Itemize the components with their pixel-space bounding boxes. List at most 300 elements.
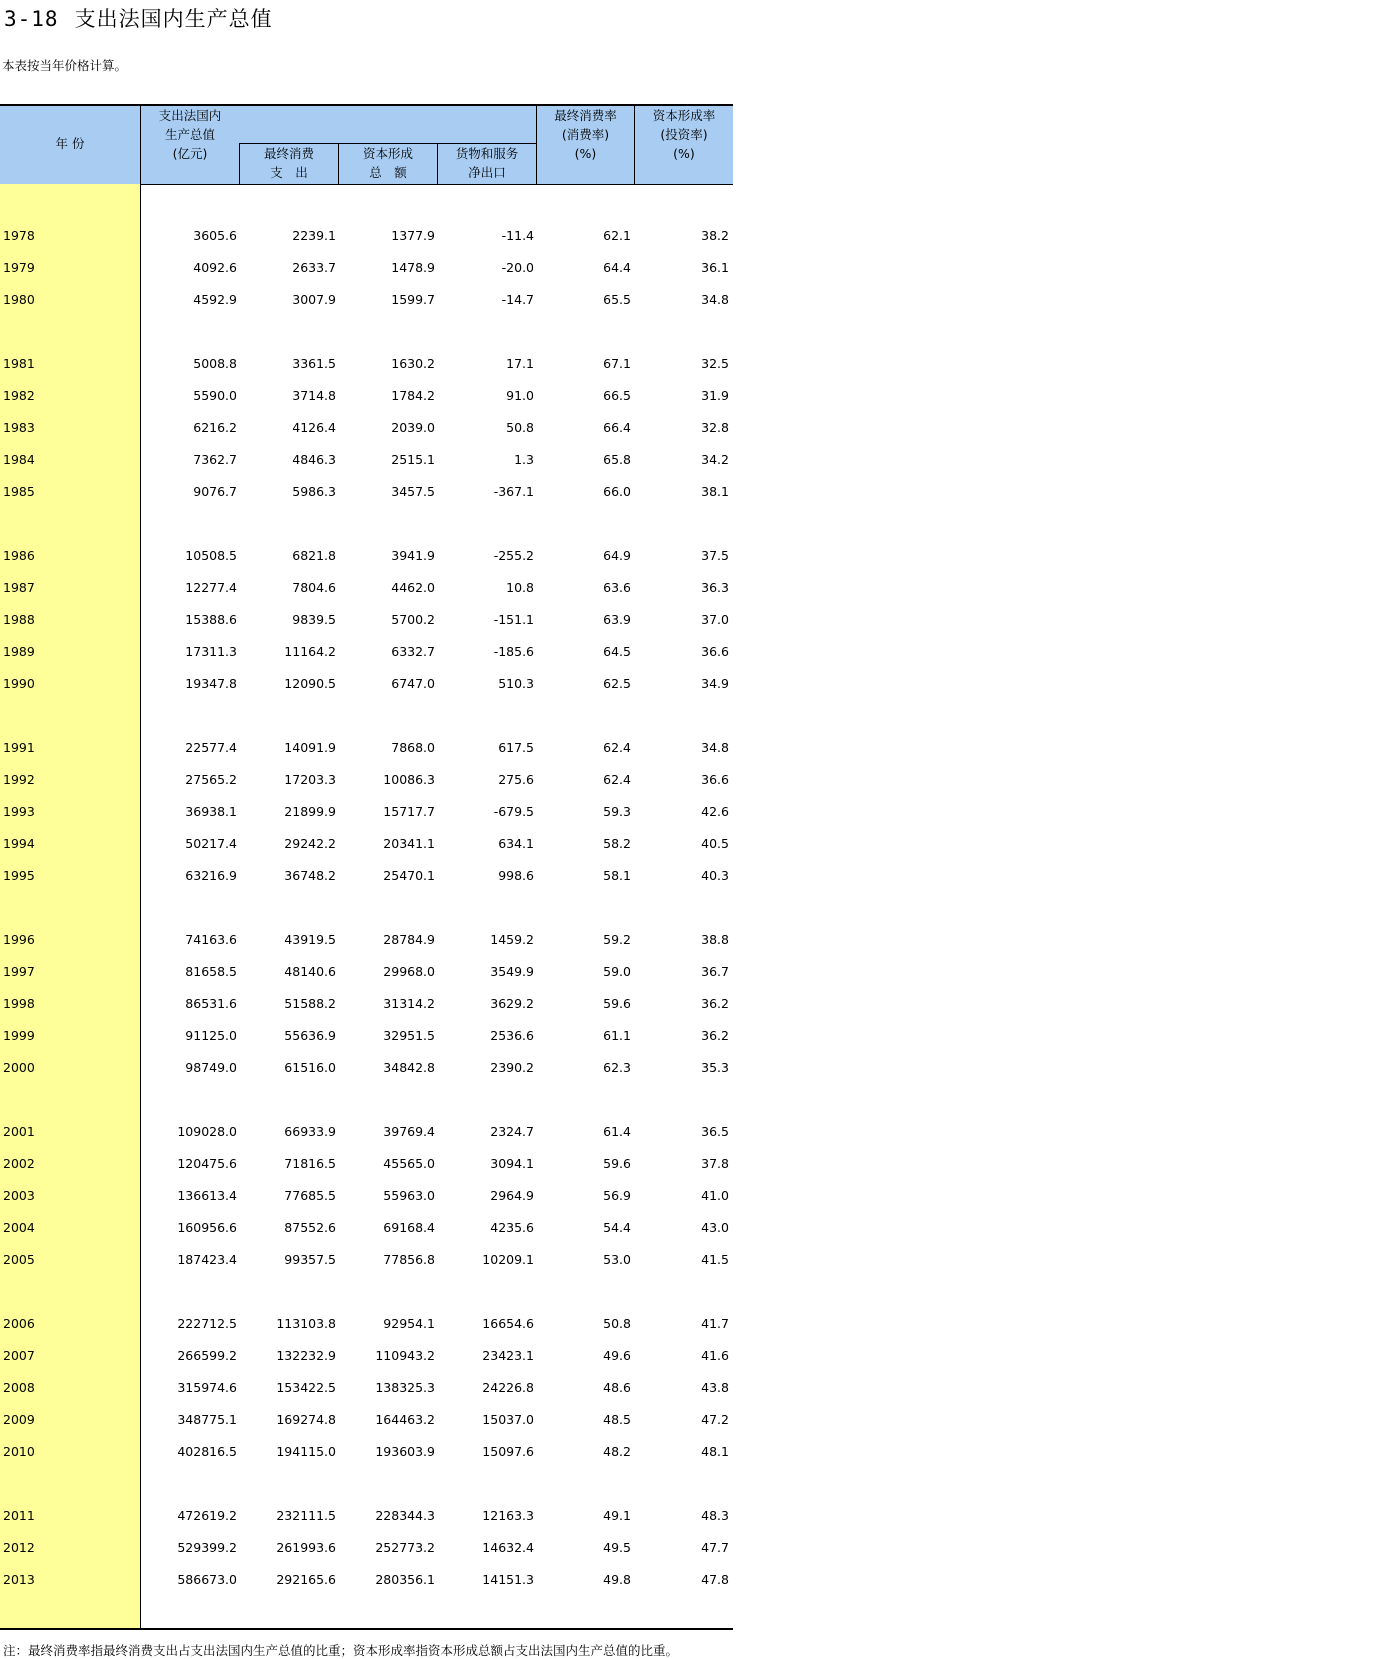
header-subdivider <box>239 143 536 144</box>
table-row <box>0 1188 733 1208</box>
year-cell: 1990 <box>3 676 35 691</box>
consumption-rate-cell: 67.1 <box>603 356 631 371</box>
consumption-cell: 2633.7 <box>292 260 336 275</box>
gdp-cell: 17311.3 <box>185 644 237 659</box>
consumption-rate-cell: 64.5 <box>603 644 631 659</box>
table-row <box>0 1028 733 1048</box>
year-cell: 1991 <box>3 740 35 755</box>
header-divider <box>140 106 141 184</box>
year-cell: 2001 <box>3 1124 35 1139</box>
net-export-cell: 998.6 <box>498 868 534 883</box>
table-row <box>0 740 733 760</box>
consumption-cell: 71816.5 <box>284 1156 336 1171</box>
consumption-rate-cell: 59.6 <box>603 1156 631 1171</box>
gdp-cell: 86531.6 <box>185 996 237 1011</box>
table-row <box>0 260 733 280</box>
table-row <box>0 1316 733 1336</box>
capital-rate-cell: 41.0 <box>701 1188 729 1203</box>
capital-formation-cell: 5700.2 <box>391 612 435 627</box>
table-row <box>0 1156 733 1176</box>
capital-formation-cell: 69168.4 <box>383 1220 435 1235</box>
table-row <box>0 836 733 856</box>
year-cell: 1994 <box>3 836 35 851</box>
gdp-cell: 74163.6 <box>185 932 237 947</box>
gdp-cell: 9076.7 <box>193 484 237 499</box>
gdp-cell: 7362.7 <box>193 452 237 467</box>
consumption-cell: 99357.5 <box>284 1252 336 1267</box>
table-row <box>0 1348 733 1368</box>
consumption-cell: 21899.9 <box>284 804 336 819</box>
net-export-cell: 3549.9 <box>490 964 534 979</box>
table-row <box>0 644 733 664</box>
consumption-rate-cell: 54.4 <box>603 1220 631 1235</box>
consumption-cell: 87552.6 <box>284 1220 336 1235</box>
consumption-cell: 51588.2 <box>284 996 336 1011</box>
gdp-cell: 6216.2 <box>193 420 237 435</box>
table-row <box>0 932 733 952</box>
header-divider <box>536 106 537 184</box>
capital-formation-cell: 39769.4 <box>383 1124 435 1139</box>
table-row <box>0 612 733 632</box>
net-export-cell: 12163.3 <box>482 1508 534 1523</box>
consumption-cell: 36748.2 <box>284 868 336 883</box>
gdp-cell: 12277.4 <box>185 580 237 595</box>
consumption-cell: 5986.3 <box>292 484 336 499</box>
capital-rate-cell: 42.6 <box>701 804 729 819</box>
consumption-cell: 113103.8 <box>276 1316 336 1331</box>
year-cell: 1984 <box>3 452 35 467</box>
capital-rate-cell: 36.1 <box>701 260 729 275</box>
year-cell: 1981 <box>3 356 35 371</box>
table-row <box>0 388 733 408</box>
consumption-rate-cell: 62.3 <box>603 1060 631 1075</box>
year-cell: 1978 <box>3 228 35 243</box>
net-export-cell: 10.8 <box>506 580 534 595</box>
capital-rate-cell: 34.8 <box>701 292 729 307</box>
capital-formation-cell: 3457.5 <box>391 484 435 499</box>
consumption-cell: 17203.3 <box>284 772 336 787</box>
gdp-cell: 5590.0 <box>193 388 237 403</box>
year-cell: 1993 <box>3 804 35 819</box>
capital-rate-cell: 41.5 <box>701 1252 729 1267</box>
capital-rate-cell: 31.9 <box>701 388 729 403</box>
capital-formation-cell: 32951.5 <box>383 1028 435 1043</box>
capital-rate-cell: 32.8 <box>701 420 729 435</box>
year-cell: 2008 <box>3 1380 35 1395</box>
consumption-rate-cell: 59.2 <box>603 932 631 947</box>
gdp-cell: 109028.0 <box>177 1124 237 1139</box>
consumption-rate-cell: 63.9 <box>603 612 631 627</box>
consumption-cell: 55636.9 <box>284 1028 336 1043</box>
gdp-cell: 348775.1 <box>177 1412 237 1427</box>
table-row <box>0 452 733 472</box>
capital-rate-cell: 40.3 <box>701 868 729 883</box>
consumption-rate-cell: 56.9 <box>603 1188 631 1203</box>
consumption-cell: 3361.5 <box>292 356 336 371</box>
consumption-cell: 232111.5 <box>276 1508 336 1523</box>
header-gdp: 支出法国内 生产总值 (亿元) <box>158 108 222 161</box>
capital-formation-cell: 110943.2 <box>375 1348 435 1363</box>
year-cell: 1979 <box>3 260 35 275</box>
consumption-rate-cell: 49.6 <box>603 1348 631 1363</box>
consumption-cell: 4846.3 <box>292 452 336 467</box>
consumption-rate-cell: 50.8 <box>603 1316 631 1331</box>
capital-formation-cell: 3941.9 <box>391 548 435 563</box>
consumption-rate-cell: 53.0 <box>603 1252 631 1267</box>
consumption-cell: 43919.5 <box>284 932 336 947</box>
year-cell: 2006 <box>3 1316 35 1331</box>
capital-formation-cell: 6332.7 <box>391 644 435 659</box>
capital-rate-cell: 47.2 <box>701 1412 729 1427</box>
capital-formation-cell: 1377.9 <box>391 228 435 243</box>
capital-rate-cell: 36.2 <box>701 996 729 1011</box>
capital-formation-cell: 29968.0 <box>383 964 435 979</box>
net-export-cell: 1459.2 <box>490 932 534 947</box>
gdp-cell: 136613.4 <box>177 1188 237 1203</box>
gdp-cell: 187423.4 <box>177 1252 237 1267</box>
consumption-cell: 3714.8 <box>292 388 336 403</box>
consumption-rate-cell: 49.8 <box>603 1572 631 1587</box>
consumption-rate-cell: 59.0 <box>603 964 631 979</box>
consumption-cell: 48140.6 <box>284 964 336 979</box>
year-cell: 2009 <box>3 1412 35 1427</box>
header-consumption: 最终消费 支 出 <box>263 146 314 180</box>
gdp-cell: 19347.8 <box>185 676 237 691</box>
table-row <box>0 420 733 440</box>
capital-formation-cell: 193603.9 <box>375 1444 435 1459</box>
capital-formation-cell: 10086.3 <box>383 772 435 787</box>
header-consumption-rate: 最终消费率 (消费率) (%) <box>554 108 617 161</box>
gdp-cell: 91125.0 <box>185 1028 237 1043</box>
year-cell: 1992 <box>3 772 35 787</box>
consumption-rate-cell: 48.5 <box>603 1412 631 1427</box>
gdp-cell: 22577.4 <box>185 740 237 755</box>
capital-formation-cell: 252773.2 <box>375 1540 435 1555</box>
net-export-cell: 50.8 <box>506 420 534 435</box>
table-row <box>0 772 733 792</box>
table-row <box>0 676 733 696</box>
capital-rate-cell: 37.5 <box>701 548 729 563</box>
consumption-cell: 169274.8 <box>276 1412 336 1427</box>
consumption-rate-cell: 66.5 <box>603 388 631 403</box>
consumption-cell: 194115.0 <box>276 1444 336 1459</box>
capital-rate-cell: 48.1 <box>701 1444 729 1459</box>
consumption-cell: 261993.6 <box>276 1540 336 1555</box>
consumption-rate-cell: 61.4 <box>603 1124 631 1139</box>
capital-formation-cell: 1599.7 <box>391 292 435 307</box>
consumption-rate-cell: 64.9 <box>603 548 631 563</box>
capital-formation-cell: 45565.0 <box>383 1156 435 1171</box>
capital-rate-cell: 36.5 <box>701 1124 729 1139</box>
header-divider <box>338 143 339 184</box>
capital-formation-cell: 25470.1 <box>383 868 435 883</box>
capital-rate-cell: 36.3 <box>701 580 729 595</box>
table-row <box>0 580 733 600</box>
consumption-cell: 11164.2 <box>284 644 336 659</box>
consumption-rate-cell: 62.5 <box>603 676 631 691</box>
capital-formation-cell: 1784.2 <box>391 388 435 403</box>
net-export-cell: 634.1 <box>498 836 534 851</box>
capital-rate-cell: 38.8 <box>701 932 729 947</box>
capital-rate-cell: 32.5 <box>701 356 729 371</box>
capital-formation-cell: 15717.7 <box>383 804 435 819</box>
capital-formation-cell: 34842.8 <box>383 1060 435 1075</box>
net-export-cell: 4235.6 <box>490 1220 534 1235</box>
net-export-cell: 510.3 <box>498 676 534 691</box>
capital-rate-cell: 40.5 <box>701 836 729 851</box>
header-capital-formation: 资本形成 总 额 <box>362 146 413 180</box>
table-row <box>0 228 733 248</box>
table-row <box>0 868 733 888</box>
consumption-rate-cell: 58.1 <box>603 868 631 883</box>
consumption-cell: 2239.1 <box>292 228 336 243</box>
capital-formation-cell: 7868.0 <box>391 740 435 755</box>
net-export-cell: 275.6 <box>498 772 534 787</box>
table-title: 支出法国内生产总值 <box>74 7 273 31</box>
year-cell: 1997 <box>3 964 35 979</box>
year-cell: 2003 <box>3 1188 35 1203</box>
page-title <box>4 3 273 33</box>
consumption-cell: 12090.5 <box>284 676 336 691</box>
consumption-rate-cell: 64.4 <box>603 260 631 275</box>
year-cell: 2013 <box>3 1572 35 1587</box>
capital-rate-cell: 36.6 <box>701 644 729 659</box>
capital-rate-cell: 34.9 <box>701 676 729 691</box>
capital-rate-cell: 36.2 <box>701 1028 729 1043</box>
consumption-cell: 3007.9 <box>292 292 336 307</box>
table-row <box>0 548 733 568</box>
consumption-rate-cell: 59.3 <box>603 804 631 819</box>
year-cell: 1982 <box>3 388 35 403</box>
consumption-cell: 14091.9 <box>284 740 336 755</box>
gdp-cell: 36938.1 <box>185 804 237 819</box>
capital-formation-cell: 138325.3 <box>375 1380 435 1395</box>
table-header <box>0 106 733 184</box>
consumption-cell: 132232.9 <box>276 1348 336 1363</box>
consumption-rate-cell: 59.6 <box>603 996 631 1011</box>
capital-formation-cell: 228344.3 <box>375 1508 435 1523</box>
year-cell: 2012 <box>3 1540 35 1555</box>
capital-formation-cell: 6747.0 <box>391 676 435 691</box>
net-export-cell: -11.4 <box>501 228 534 243</box>
net-export-cell: 15097.6 <box>482 1444 534 1459</box>
gdp-cell: 10508.5 <box>185 548 237 563</box>
capital-formation-cell: 92954.1 <box>383 1316 435 1331</box>
consumption-cell: 4126.4 <box>292 420 336 435</box>
capital-rate-cell: 36.7 <box>701 964 729 979</box>
net-export-cell: 16654.6 <box>482 1316 534 1331</box>
consumption-cell: 153422.5 <box>276 1380 336 1395</box>
capital-formation-cell: 280356.1 <box>375 1572 435 1587</box>
net-export-cell: 1.3 <box>514 452 534 467</box>
consumption-rate-cell: 62.4 <box>603 740 631 755</box>
gdp-cell: 98749.0 <box>185 1060 237 1075</box>
capital-rate-cell: 48.3 <box>701 1508 729 1523</box>
net-export-cell: 2324.7 <box>490 1124 534 1139</box>
gdp-cell: 63216.9 <box>185 868 237 883</box>
capital-rate-cell: 47.7 <box>701 1540 729 1555</box>
gdp-cell: 15388.6 <box>185 612 237 627</box>
consumption-rate-cell: 62.1 <box>603 228 631 243</box>
capital-rate-cell: 37.0 <box>701 612 729 627</box>
consumption-rate-cell: 49.1 <box>603 1508 631 1523</box>
table-row <box>0 1060 733 1080</box>
year-cell: 1996 <box>3 932 35 947</box>
net-export-cell: 2536.6 <box>490 1028 534 1043</box>
consumption-cell: 66933.9 <box>284 1124 336 1139</box>
capital-rate-cell: 34.8 <box>701 740 729 755</box>
gdp-cell: 5008.8 <box>193 356 237 371</box>
gdp-cell: 81658.5 <box>185 964 237 979</box>
consumption-rate-cell: 62.4 <box>603 772 631 787</box>
year-cell: 2005 <box>3 1252 35 1267</box>
gdp-cell: 160956.6 <box>177 1220 237 1235</box>
consumption-cell: 29242.2 <box>284 836 336 851</box>
net-export-cell: 14632.4 <box>482 1540 534 1555</box>
table-subtitle: 本表按当年价格计算。 <box>2 58 128 73</box>
year-cell: 1995 <box>3 868 35 883</box>
year-cell: 1999 <box>3 1028 35 1043</box>
consumption-cell: 7804.6 <box>292 580 336 595</box>
table-row <box>0 1508 733 1528</box>
table-row <box>0 1412 733 1432</box>
consumption-rate-cell: 58.2 <box>603 836 631 851</box>
capital-rate-cell: 41.7 <box>701 1316 729 1331</box>
net-export-cell: -367.1 <box>493 484 534 499</box>
year-cell: 1985 <box>3 484 35 499</box>
year-cell: 1983 <box>3 420 35 435</box>
table-row <box>0 1380 733 1400</box>
gdp-cell: 315974.6 <box>177 1380 237 1395</box>
gdp-cell: 3605.6 <box>193 228 237 243</box>
net-export-cell: 14151.3 <box>482 1572 534 1587</box>
table-row <box>0 1444 733 1464</box>
table-row <box>0 1572 733 1592</box>
gdp-cell: 266599.2 <box>177 1348 237 1363</box>
year-cell: 2010 <box>3 1444 35 1459</box>
net-export-cell: 2390.2 <box>490 1060 534 1075</box>
net-export-cell: 10209.1 <box>482 1252 534 1267</box>
table-footnote: 注：最终消费率指最终消费支出占支出法国内生产总值的比重；资本形成率指资本形成总额占支出法国内生产总值的比重。 <box>3 1643 679 1658</box>
consumption-rate-cell: 61.1 <box>603 1028 631 1043</box>
year-cell: 2011 <box>3 1508 35 1523</box>
consumption-rate-cell: 65.8 <box>603 452 631 467</box>
table-row <box>0 996 733 1016</box>
net-export-cell: -255.2 <box>493 548 534 563</box>
consumption-rate-cell: 48.6 <box>603 1380 631 1395</box>
capital-rate-cell: 37.8 <box>701 1156 729 1171</box>
gdp-cell: 402816.5 <box>177 1444 237 1459</box>
consumption-cell: 61516.0 <box>284 1060 336 1075</box>
gdp-cell: 120475.6 <box>177 1156 237 1171</box>
capital-rate-cell: 43.0 <box>701 1220 729 1235</box>
capital-rate-cell: 38.1 <box>701 484 729 499</box>
table-row <box>0 1540 733 1560</box>
net-export-cell: 17.1 <box>506 356 534 371</box>
net-export-cell: 24226.8 <box>482 1380 534 1395</box>
year-cell: 2004 <box>3 1220 35 1235</box>
year-cell: 2000 <box>3 1060 35 1075</box>
consumption-rate-cell: 63.6 <box>603 580 631 595</box>
gdp-cell: 472619.2 <box>177 1508 237 1523</box>
consumption-rate-cell: 66.4 <box>603 420 631 435</box>
table-row <box>0 1252 733 1272</box>
capital-formation-cell: 2515.1 <box>391 452 435 467</box>
table-bottom-rule <box>0 1628 733 1630</box>
year-cell: 1986 <box>3 548 35 563</box>
consumption-cell: 6821.8 <box>292 548 336 563</box>
net-export-cell: 91.0 <box>506 388 534 403</box>
net-export-cell: 15037.0 <box>482 1412 534 1427</box>
year-cell: 1980 <box>3 292 35 307</box>
header-capital-rate: 资本形成率 (投资率) (%) <box>652 108 716 161</box>
capital-rate-cell: 47.8 <box>701 1572 729 1587</box>
year-cell: 1998 <box>3 996 35 1011</box>
year-cell: 1987 <box>3 580 35 595</box>
net-export-cell: -679.5 <box>493 804 534 819</box>
table-row <box>0 964 733 984</box>
gdp-cell: 4592.9 <box>193 292 237 307</box>
net-export-cell: 3094.1 <box>490 1156 534 1171</box>
capital-formation-cell: 77856.8 <box>383 1252 435 1267</box>
net-export-cell: -20.0 <box>501 260 534 275</box>
net-export-cell: 2964.9 <box>490 1188 534 1203</box>
header-net-export: 货物和服务 净出口 <box>455 146 519 180</box>
table-row <box>0 1124 733 1144</box>
gdp-cell: 4092.6 <box>193 260 237 275</box>
consumption-rate-cell: 65.5 <box>603 292 631 307</box>
capital-rate-cell: 38.2 <box>701 228 729 243</box>
table-row <box>0 356 733 376</box>
net-export-cell: -151.1 <box>493 612 534 627</box>
capital-rate-cell: 34.2 <box>701 452 729 467</box>
consumption-rate-cell: 66.0 <box>603 484 631 499</box>
consumption-cell: 292165.6 <box>276 1572 336 1587</box>
year-cell: 2002 <box>3 1156 35 1171</box>
net-export-cell: 3629.2 <box>490 996 534 1011</box>
header-divider <box>634 106 635 184</box>
net-export-cell: -14.7 <box>501 292 534 307</box>
capital-rate-cell: 43.8 <box>701 1380 729 1395</box>
consumption-rate-cell: 49.5 <box>603 1540 631 1555</box>
gdp-cell: 50217.4 <box>185 836 237 851</box>
gdp-expenditure-table <box>0 104 733 1630</box>
year-cell: 1989 <box>3 644 35 659</box>
capital-formation-cell: 55963.0 <box>383 1188 435 1203</box>
gdp-cell: 529399.2 <box>177 1540 237 1555</box>
header-divider <box>239 143 240 184</box>
net-export-cell: -185.6 <box>493 644 534 659</box>
capital-formation-cell: 28784.9 <box>383 932 435 947</box>
capital-formation-cell: 20341.1 <box>383 836 435 851</box>
table-row <box>0 1220 733 1240</box>
gdp-cell: 586673.0 <box>177 1572 237 1587</box>
gdp-cell: 27565.2 <box>185 772 237 787</box>
net-export-cell: 23423.1 <box>482 1348 534 1363</box>
capital-formation-cell: 1630.2 <box>391 356 435 371</box>
capital-rate-cell: 35.3 <box>701 1060 729 1075</box>
capital-formation-cell: 1478.9 <box>391 260 435 275</box>
year-cell: 1988 <box>3 612 35 627</box>
capital-formation-cell: 164463.2 <box>375 1412 435 1427</box>
table-row <box>0 484 733 504</box>
capital-formation-cell: 4462.0 <box>391 580 435 595</box>
capital-formation-cell: 2039.0 <box>391 420 435 435</box>
gdp-cell: 222712.5 <box>177 1316 237 1331</box>
table-row <box>0 292 733 312</box>
table-row <box>0 804 733 824</box>
year-cell: 2007 <box>3 1348 35 1363</box>
